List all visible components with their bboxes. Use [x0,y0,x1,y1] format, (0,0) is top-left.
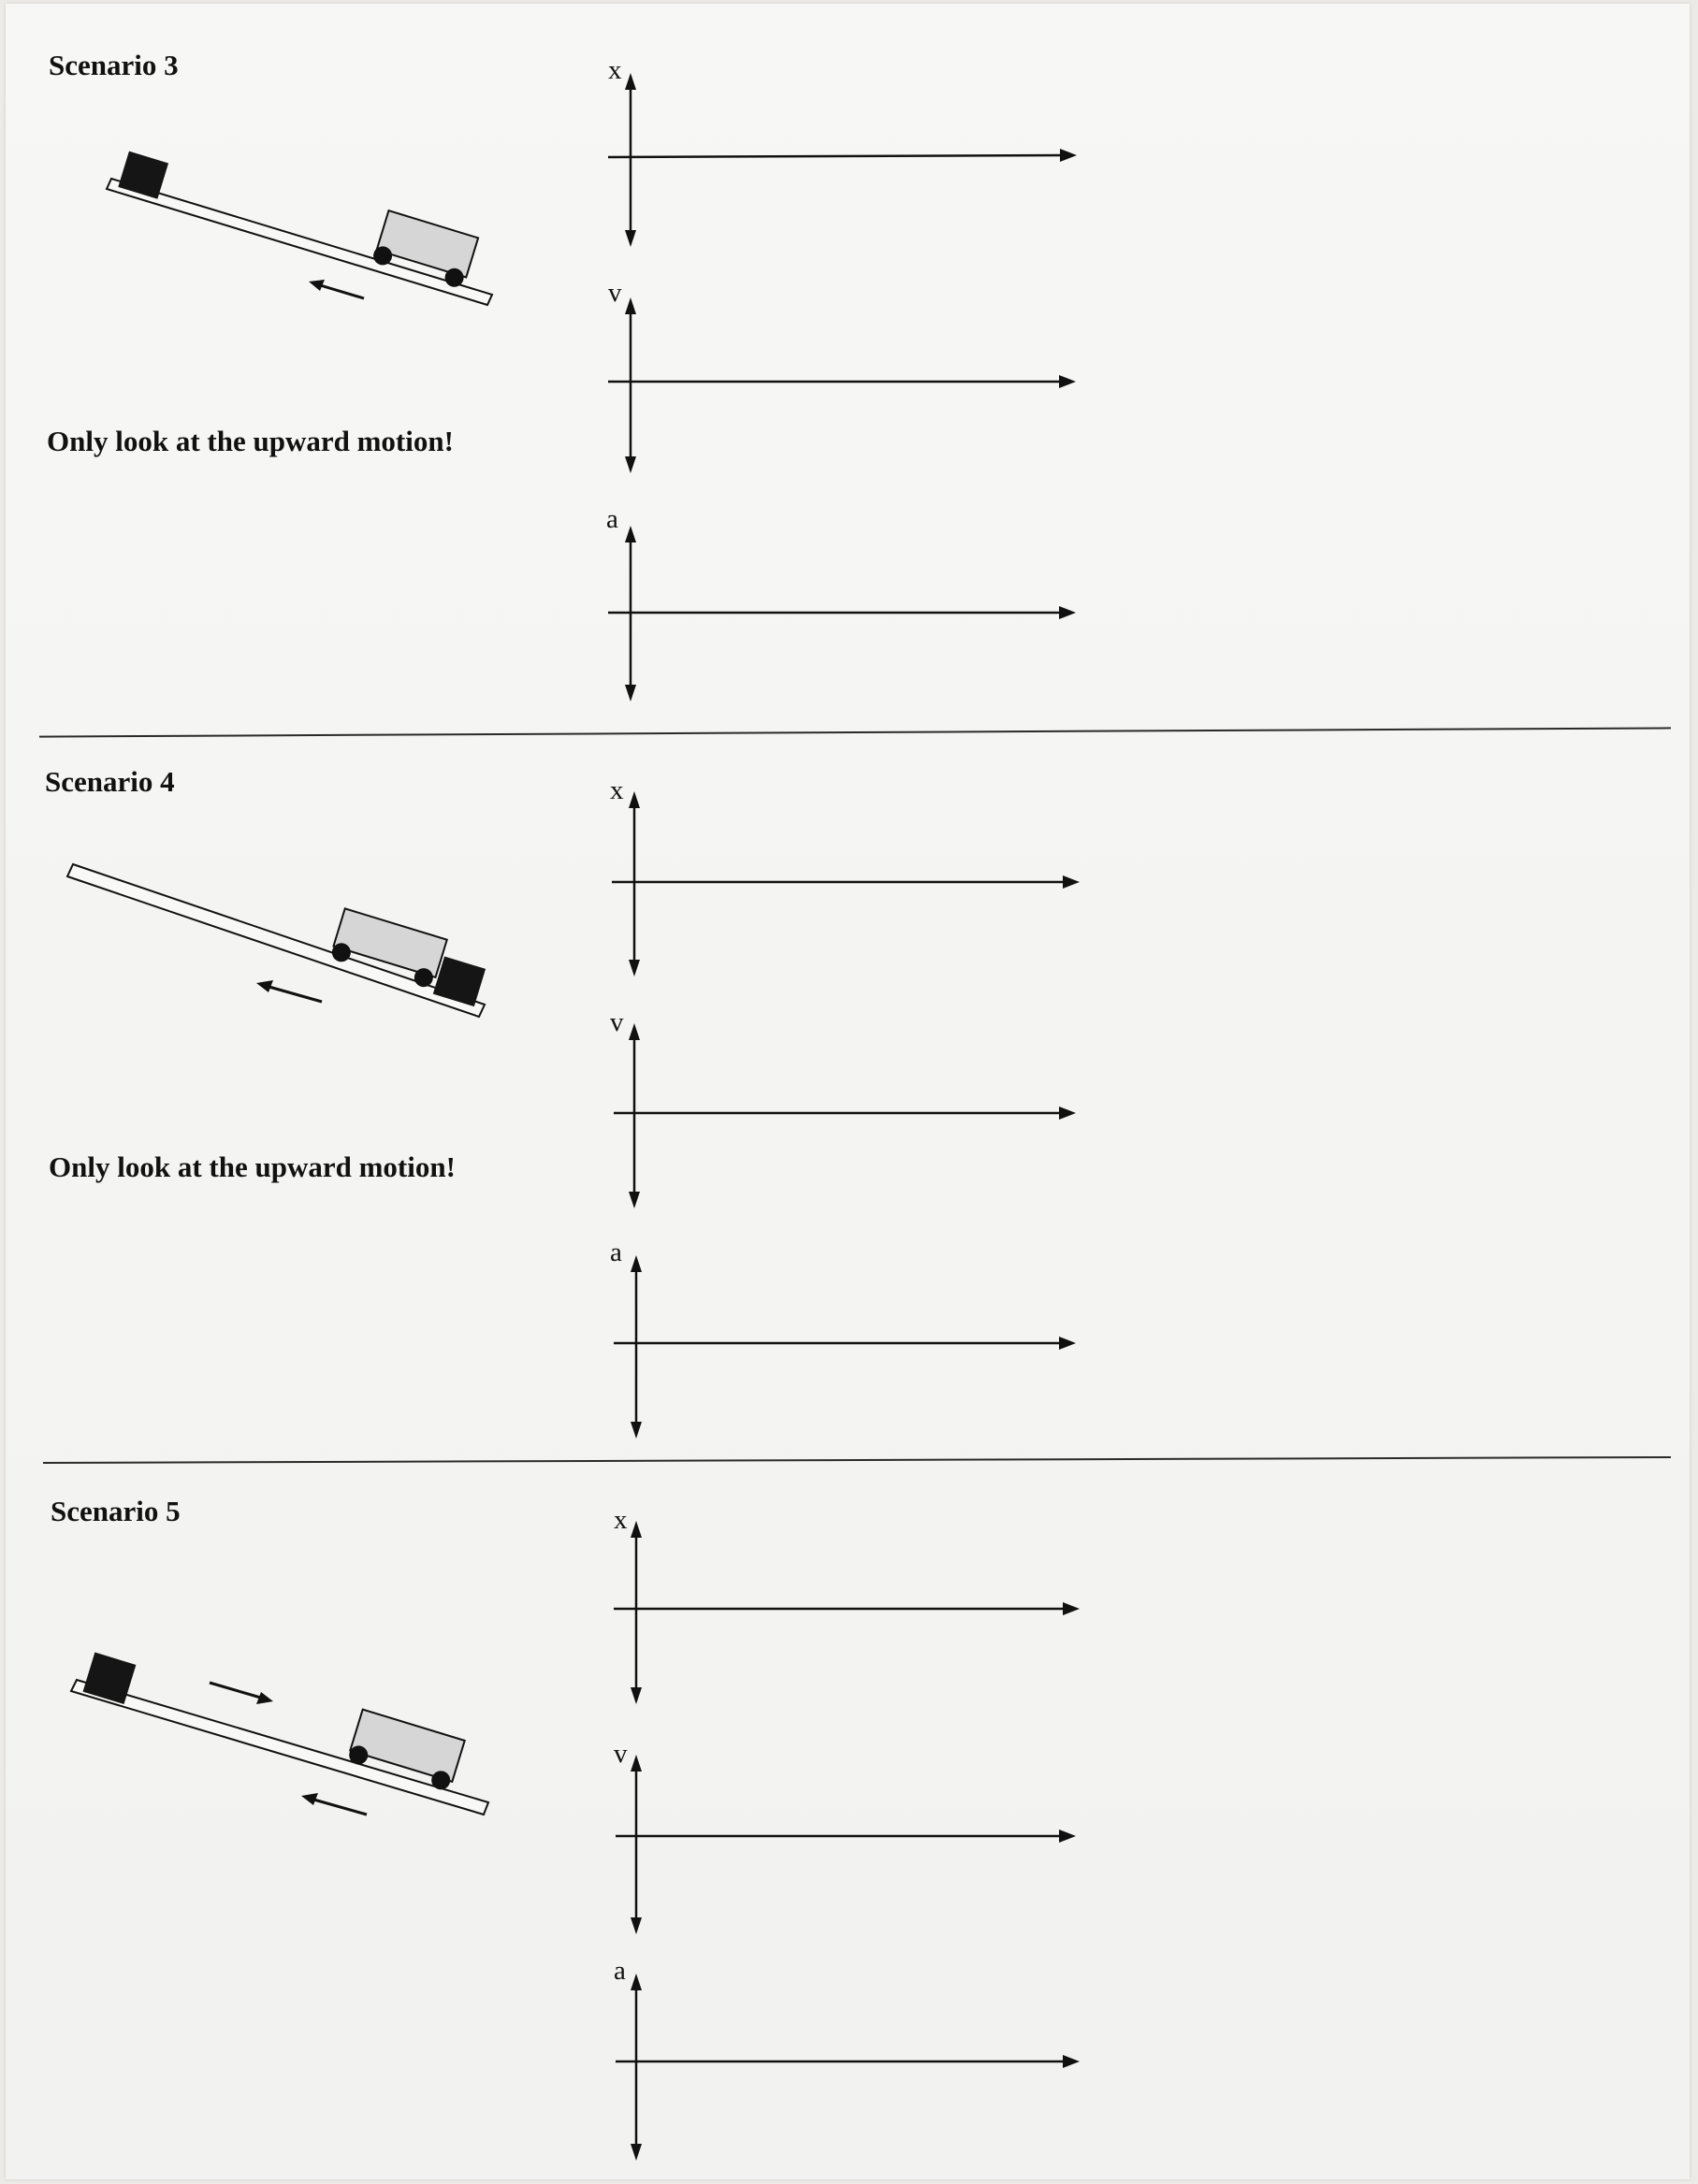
motion-arrow-right [210,1683,273,1704]
x-axis-label: x [608,55,622,85]
instruction-note: Only look at the upward motion! [47,425,454,457]
motion-graphs [586,4,1072,715]
acceleration-graph [606,504,1076,701]
position-graph [610,775,1080,976]
a-axis-label: a [606,504,618,534]
velocity-graph [614,1739,1076,1934]
motion-graphs [586,733,1072,1444]
motion-arrow-down-slope [256,980,322,1002]
position-graph [608,55,1077,247]
position-graph [614,1505,1080,1704]
motion-arrow-down-slope [309,280,364,298]
scenario-5-section [6,1463,1690,2179]
motion-arrow-left [301,1793,367,1815]
a-axis-label: a [614,1956,626,1986]
a-axis-label: a [610,1237,622,1267]
scenario-title: Scenario 3 [49,49,179,81]
velocity-graph [608,278,1076,473]
v-axis-label: v [608,278,622,308]
v-axis-label: v [610,1007,624,1037]
x-axis-label: x [610,775,624,805]
acceleration-graph [614,1956,1080,2161]
x-axis-label: x [614,1505,628,1535]
scenario-title: Scenario 5 [51,1495,181,1527]
worksheet-page [6,4,1690,2179]
velocity-graph [610,1007,1076,1208]
incline-diagram [65,864,496,1089]
v-axis-label: v [614,1739,628,1769]
acceleration-graph [610,1237,1076,1439]
scenario-4-section [6,733,1690,1463]
scenario-3-section [6,4,1690,733]
motion-graphs [586,1463,1072,2174]
scenario-title: Scenario 4 [45,765,175,798]
incline-diagram [65,1631,515,1874]
instruction-note: Only look at the upward motion! [49,1150,456,1183]
incline-diagram [99,144,492,369]
